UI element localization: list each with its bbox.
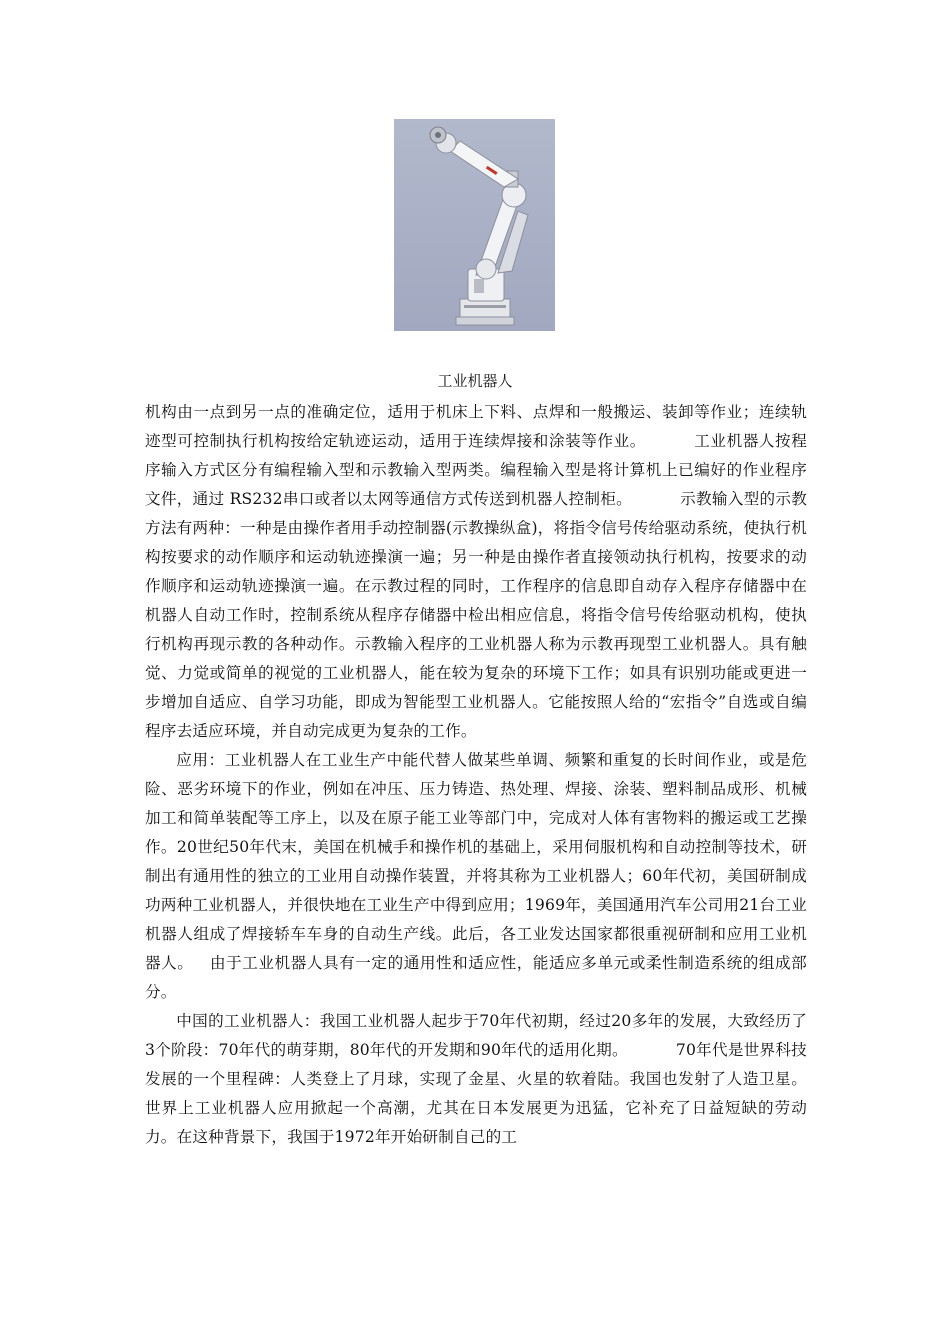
figure-caption: 工业机器人	[437, 372, 513, 390]
industrial-robot-icon	[394, 119, 555, 331]
paragraph-robot-types	[145, 398, 807, 746]
text-segment: 应用：工业机器人在工业生产中能代替人做某些单调、频繁和重复的长时间作业，或是危险、恶劣环境下的作业，例如在冲压、压力铸造、热处理、焊接、涂装、塑料制品成形、机械加工和简单装配等工序上，以及在原子能工业等部门中，完成对人体有害物料的搬运或工艺操作。20世纪50年代末，美国在机械手和操作机的基础上，采用伺服机构和自动控制等技术，研制出有通用性的独立的工业用自动操作装置，并将其称为工业机器人；60年代初，美国研制成功两种工业机器人，并很快地在工业生产中得到应用；1969年，美国通用汽车公司用21台工业机器人组成了焊接轿车车身的自动生产线。此后，各工业发达国家都很重视研制和应用工业机器人。	[145, 751, 807, 972]
text-segment: 工业机器人按程序输入方式区分有编程输入型和示教输入型两类。编程输入型是将计算机上已编好的作业程序文件，通过 RS232串口或者以太网等通信方式传送到机器人控制柜。	[145, 432, 807, 508]
document-body	[145, 398, 807, 1152]
text-segment: 70年代是世界科技发展的一个里程碑：人类登上了月球，实现了金星、火星的软着陆。我国也发射了人造卫星。世界上工业机器人应用掀起一个高潮，尤其在日本发展更为迅猛，它补充了日益短缺的劳动力。在这种背景下，我国于1972年开始研制自己的工	[145, 1041, 807, 1146]
text-segment: 机构由一点到另一点的准确定位，适用于机床上下料、点焊和一般搬运、装卸等作业；连续轨迹型可控制执行机构按给定轨迹运动，适用于连续焊接和涂装等作业。	[145, 403, 807, 450]
paragraph-applications	[145, 746, 807, 1007]
text-segment: 由于工业机器人具有一定的通用性和适应性，能适应多单元或柔性制造系统的组成部分。	[145, 954, 807, 1001]
text-segment: 示教输入型的示教方法有两种：一种是由操作者用手动控制器(示教操纵盒)，将指令信号传给驱动系统，使执行机构按要求的动作顺序和运动轨迹操演一遍；另一种是由操作者直接领动执行机构，按要求的动作顺序和运动轨迹操演一遍。在示教过程的同时，工作程序的信息即自动存入程序存储器中在机器人自动工作时，控制系统从程序存储器中检出相应信息，将指令信号传给驱动机构，使执行机构再现示教的各种动作。示教输入程序的工业机器人称为示教再现型工业机器人。具有触觉、力觉或简单的视觉的工业机器人，能在较为复杂的环境下工作；如具有识别功能或更进一步增加自适应、自学习功能，即成为智能型工业机器人。它能按照人给的“宏指令”自选或自编程序去适应环境，并自动完成更为复杂的工作。	[145, 490, 807, 740]
text-segment: 中国的工业机器人：我国工业机器人起步于70年代初期，经过20多年的发展，大致经历了3个阶段：70年代的萌芽期，80年代的开发期和90年代的适用化期。	[145, 1012, 807, 1059]
robot-figure	[394, 119, 555, 331]
paragraph-china-robots	[145, 1007, 807, 1152]
